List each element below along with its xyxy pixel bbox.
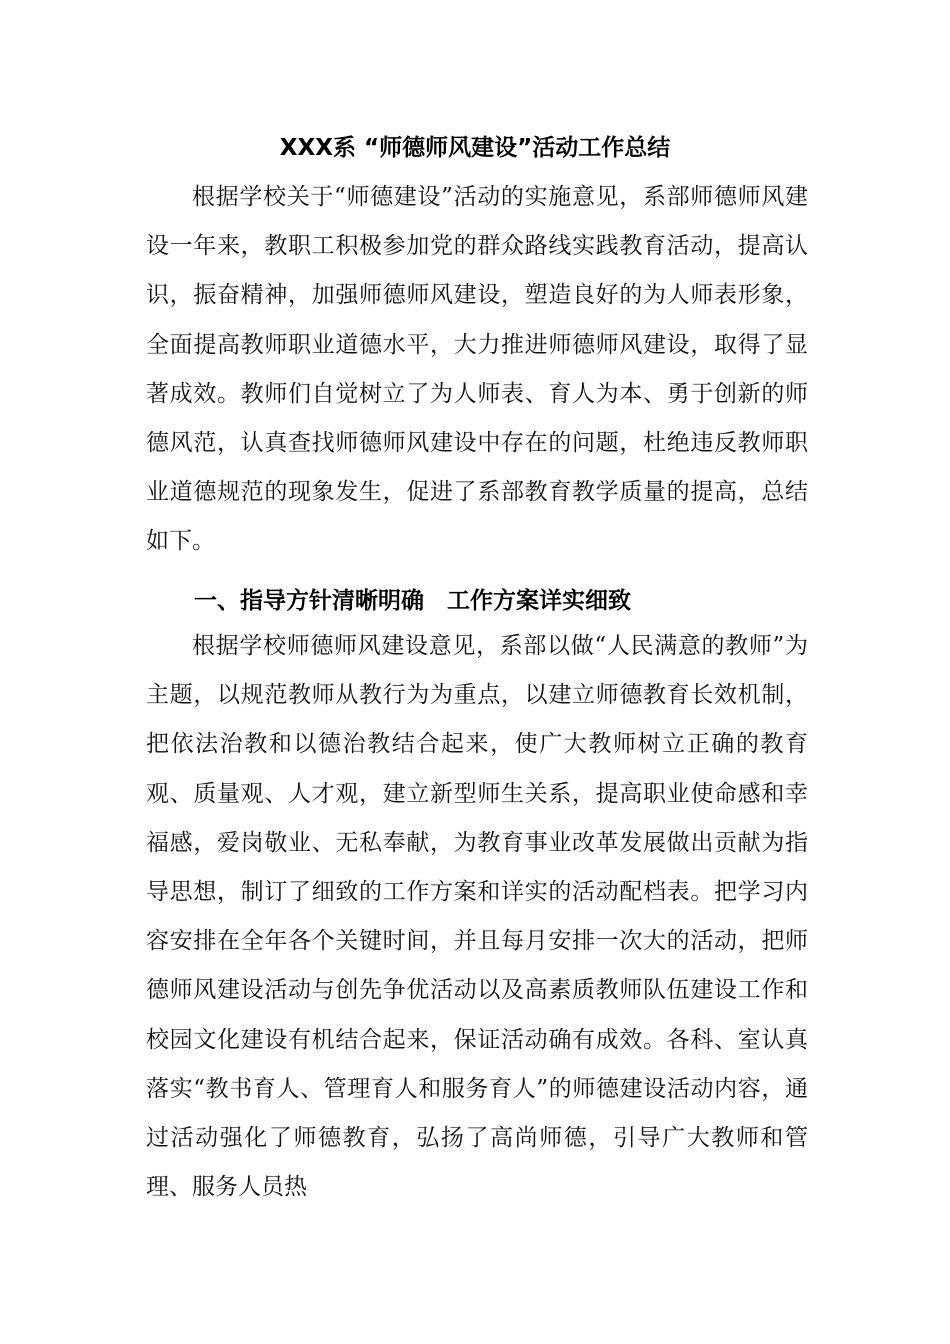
intro-paragraph: 根据学校关于“师德建设”活动的实施意见，系部师德师风建设一年来，教职工积极参加党的群众路线实践教育活动，提高认识，振奋精神，加强师德师风建设，塑造良好的为人师表形象，全面提高教师职业道德水平，大力推进师德师风建设，取得了显著成效。教师们自觉树立了为人师表、育人为本、勇于创新的师德风范，认真查找师德师风建设中存在的问题，杜绝违反教师职业道德规范的现象发生，促进了系部教育教学质量的提高，总结如下。 bbox=[146, 184, 808, 555]
section-heading: 一、指导方针清晰明确 工作方案详实细致 bbox=[194, 588, 631, 614]
section-paragraph: 根据学校师德师风建设意见，系部以做“人民满意的教师”为主题，以规范教师从教行为为重点，以建立师德教育长效机制，把依法治教和以德治教结合起来，使广大教师树立正确的教育观、质量观、人才观，建立新型师生关系，提高职业使命感和幸福感，爱岗敬业、无私奉献，为教育事业改革发展做出贡献为指导思想，制订了细致的工作方案和详实的活动配档表。把学习内容安排在全年各个关键时间，并且每月安排一次大的活动，把师德师风建设活动与创先争优活动以及高素质教师队伍建设工作和校园文化建设有机结合起来，保证活动确有成效。各科、室认真落实“教书育人、管理育人和服务育人”的师德建设活动内容，通过活动强化了师德教育，弘扬了高尚师德，引导广大教师和管理、服务人员热 bbox=[146, 633, 808, 1201]
document-title: XXX系 “师德师风建设”活动工作总结 bbox=[279, 135, 671, 161]
